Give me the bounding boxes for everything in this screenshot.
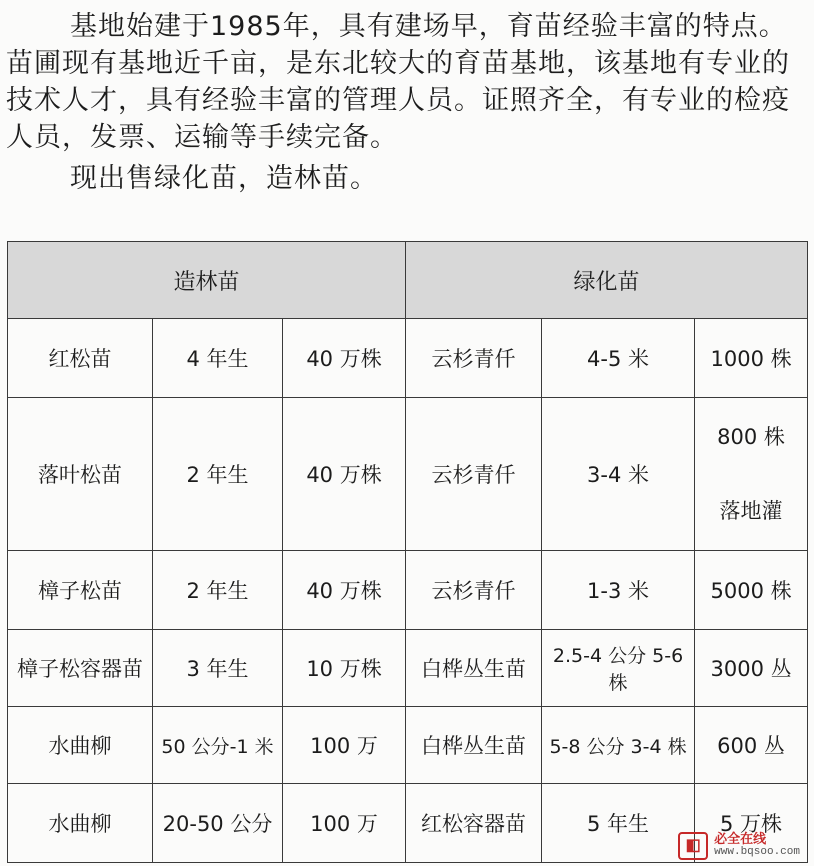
site-watermark (678, 832, 800, 860)
cell: 红松容器苗 (406, 784, 542, 863)
watermark-name: 必全在线 (714, 832, 767, 847)
intro-text (6, 8, 806, 197)
cell: 10 万株 (283, 630, 406, 707)
cell: 白桦丛生苗 (406, 707, 542, 784)
header-greening: 绿化苗 (406, 242, 808, 319)
table-row (8, 398, 808, 551)
cell: 落叶松苗 (8, 398, 153, 551)
table-row (8, 630, 808, 707)
intro-paragraph: 基地始建于1985年，具有建场早，育苗经验丰富的特点。苗圃现有基地近千亩，是东北较大的育苗基地，该基地有专业的技术人才，具有经验丰富的管理人员。证照齐全，有专业的检疫人员，发票、运输等手续完备。 (6, 11, 790, 153)
cell: 600 丛 (695, 707, 808, 784)
cell: 2 年生 (153, 551, 283, 630)
cell: 樟子松苗 (8, 551, 153, 630)
cell: 5000 株 (695, 551, 808, 630)
watermark-url: www.bqsoo.com (714, 846, 800, 858)
cell: 2.5-4 公分 5-6 株 (542, 630, 695, 707)
cell-line: 落地灌 (719, 499, 783, 523)
cell: 40 万株 (283, 551, 406, 630)
cell: 40 万株 (283, 319, 406, 398)
cell: 4 年生 (153, 319, 283, 398)
cell-line: 800 株 (717, 425, 785, 449)
cell: 1-3 米 (542, 551, 695, 630)
cell: 水曲柳 (8, 784, 153, 863)
cell: 5-8 公分 3-4 株 (542, 707, 695, 784)
cell: 2 年生 (153, 398, 283, 551)
intro-paragraph: 现出售绿化苗，造林苗。 (70, 163, 378, 194)
cell: 云杉青仟 (406, 551, 542, 630)
logo-icon: ◧ (678, 832, 708, 860)
seedling-table (7, 241, 808, 863)
cell: 红松苗 (8, 319, 153, 398)
cell: 水曲柳 (8, 707, 153, 784)
cell: 1000 株 (695, 319, 808, 398)
watermark-text (714, 833, 800, 859)
table-row (8, 319, 808, 398)
cell (695, 398, 808, 551)
header-afforestation: 造林苗 (8, 242, 406, 319)
cell: 100 万 (283, 707, 406, 784)
cell: 3000 丛 (695, 630, 808, 707)
cell: 樟子松容器苗 (8, 630, 153, 707)
cell: 4-5 米 (542, 319, 695, 398)
cell: 3-4 米 (542, 398, 695, 551)
cell: 100 万 (283, 784, 406, 863)
cell: 云杉青仟 (406, 319, 542, 398)
cell: 40 万株 (283, 398, 406, 551)
cell: 3 年生 (153, 630, 283, 707)
table-row (8, 551, 808, 630)
cell: 20-50 公分 (153, 784, 283, 863)
table-row (8, 707, 808, 784)
cell: 云杉青仟 (406, 398, 542, 551)
cell: 白桦丛生苗 (406, 630, 542, 707)
cell: 5 万株 (695, 784, 808, 863)
cell: 5 年生 (542, 784, 695, 863)
table-header-row (8, 242, 808, 319)
cell: 50 公分-1 米 (153, 707, 283, 784)
